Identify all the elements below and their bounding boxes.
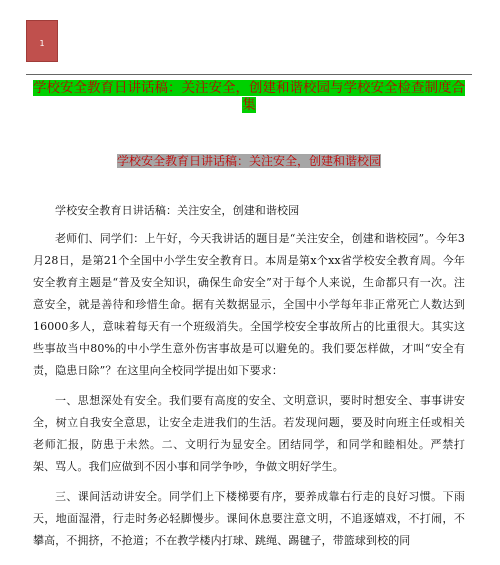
page-number-badge — [26, 20, 58, 62]
document-body — [33, 200, 465, 560]
paragraph-point-one-two: 一、思想深处有安全。我们要有高度的安全、文明意识，要时时想安全、事事讲安全，树立自我安全意思，让安全走进我们的生活。若发现问题，要及时向班主任或相关老师汇报，防患于未然。二、文明行为显安全。团结同学，和同学和睦相处。严禁打架、骂人。我们应做到不因小事和同学争吵，争做文明好学生。 — [33, 394, 465, 473]
header-divider — [26, 74, 472, 75]
document-title — [33, 80, 465, 114]
page-number: 1 — [39, 39, 45, 48]
section-title-text: 学校安全教育日讲话稿：关注安全，创建和谐校园 — [116, 154, 381, 168]
paragraph-subtitle: 学校安全教育日讲话稿：关注安全，创建和谐校园 — [55, 204, 300, 217]
paragraph-point-three: 三、课间活动讲安全。同学们上下楼梯要有序，要养成靠右行走的良好习惯。下雨天，地面湿滑，行走时务必轻脚慢步。课间休息要注意文明，不追逐嬉戏，不打闹，不攀高，不拥挤，不抢道；不在教学楼内打球、跳绳、踢毽子，带篮球到校的同 — [33, 490, 465, 547]
document-title-text: 学校安全教育日讲话稿：关注安全，创建和谐校园与学校安全检查制度合集 — [33, 80, 465, 113]
section-title — [33, 152, 465, 170]
paragraph-opening: 老师们、同学们：上午好，今天我讲话的题目是“关注安全，创建和谐校园”。今年3月28日，是第21个全国中小学生安全教育日。本周是第x个xx省学校安全教育周。今年安全教育主题是“普及安全知识，确保生命安全”对于每个人来说，生命都只有一次。注意安全，就是善待和珍惜生命。据有关数据显示，全国中小学每年非正常死亡人数达到16000多人，意味着每天有一个班级消失。全国学校安全事故所占的比重很大。其实这些事故当中80%的中小学生意外伤害事故是可以避免的。我们要怎样做，才叫“安全有责，隐患日除”？在这里向全校同学提出如下要求： — [33, 232, 465, 377]
